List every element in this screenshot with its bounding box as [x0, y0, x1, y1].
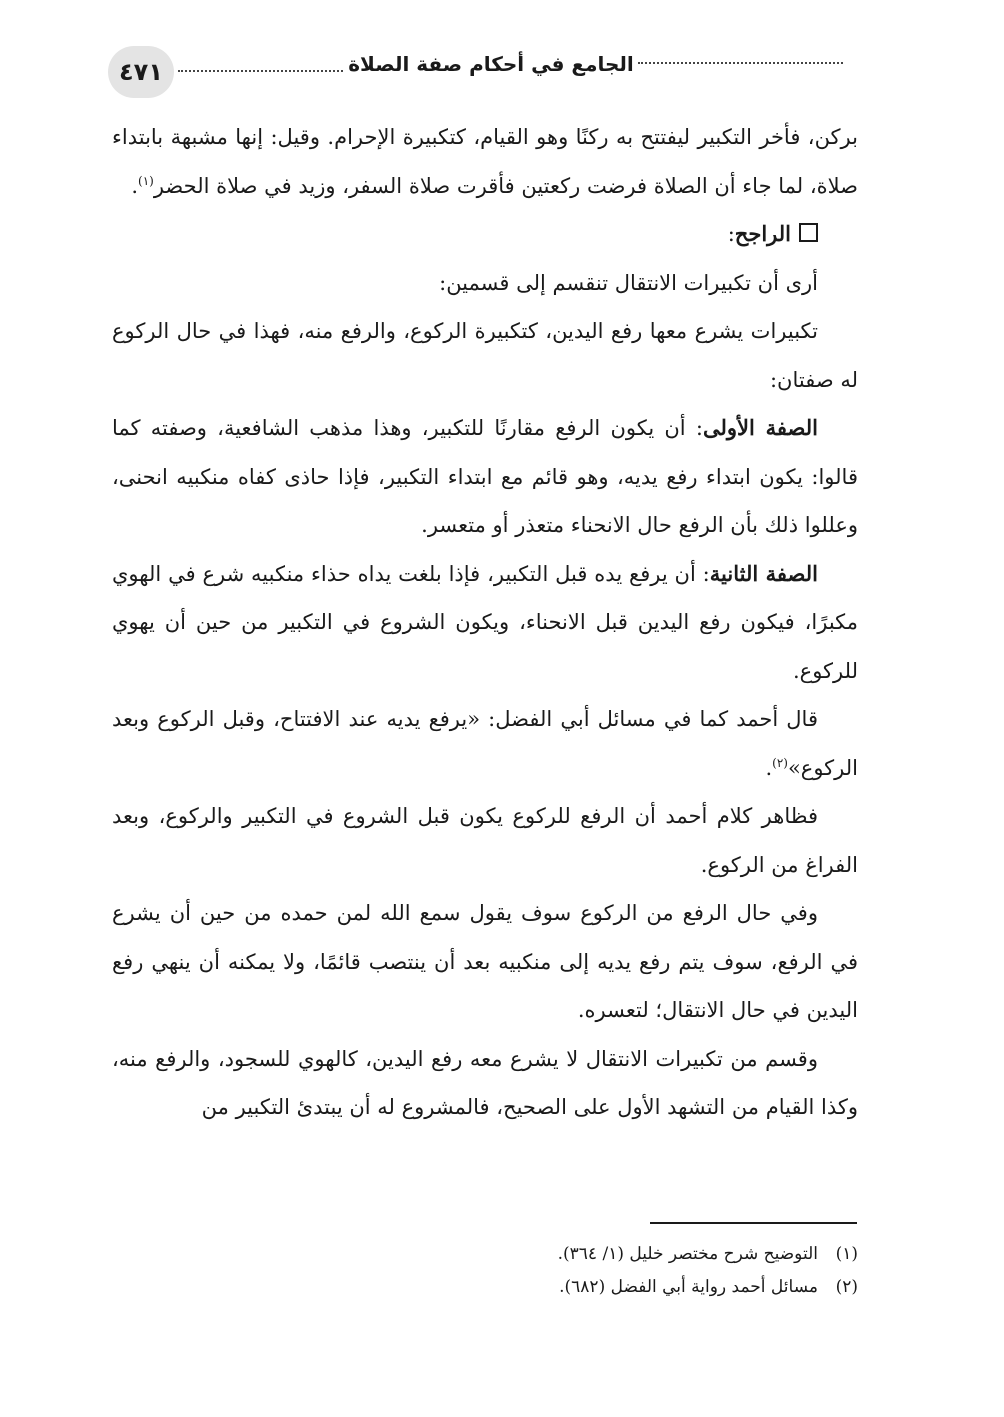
running-title: الجامع في أحكام صفة الصلاة [348, 52, 634, 76]
footnote-1-text: التوضيح شرح مختصر خليل (١/ ٣٦٤). [557, 1244, 818, 1264]
header-dotted-rule-right [638, 62, 843, 64]
page-header [108, 42, 858, 98]
main-text [112, 113, 858, 1132]
footnote-divider [650, 1222, 857, 1224]
header-dotted-rule-left [178, 70, 343, 72]
paragraph-3: تكبيرات يشرع معها رفع اليدين، كتكبيرة الركوع، والرفع منه، فهذا في حال الركوع له صفتان: [112, 319, 858, 392]
section-heading-colon: : [727, 222, 735, 246]
section-heading [112, 210, 858, 259]
footnote-1 [300, 1238, 858, 1271]
first-description-label: الصفة الأولى [702, 415, 818, 440]
paragraph-1-end: . [131, 173, 139, 198]
checkbox-square-icon [799, 223, 818, 242]
paragraph-7: فظاهر كلام أحمد أن الرفع للركوع يكون قبل الشروع في التكبير والركوع، وبعد الفراغ من الركوع. [112, 804, 858, 877]
section-heading-text: الراجح [734, 221, 791, 246]
paragraph-6-end: . [765, 755, 773, 780]
paragraph-6 [112, 695, 858, 792]
footnotes [300, 1238, 858, 1304]
paragraph-1 [112, 113, 858, 210]
footnote-ref-1: (١) [138, 173, 154, 188]
paragraph-8: وفي حال الرفع من الركوع سوف يقول سمع الله لمن حمده من حين أن يشرع في الرفع، سوف يتم رفع يديه إلى منكبيه بعد أن ينتصب قائمًا، ولا يمكنه أن ينهي رفع اليدين في حال الانتقال؛ لتعسره. [112, 901, 858, 1022]
footnote-ref-2: (٢) [772, 755, 788, 770]
page-number: ٤٧١ [108, 46, 174, 98]
footnote-1-number: (١) [835, 1244, 858, 1264]
footnote-2-text: مسائل أحمد رواية أبي الفضل (٦٨٢). [559, 1277, 818, 1297]
first-description-text: : أن يكون الرفع مقارنًا للتكبير، وهذا مذهب الشافعية، وصفته كما قالوا: يكون ابتداء رفع يديه، وهو قائم مع ابتداء التكبير، فإذا حاذى كفاه منكبيه انحنى، وعللوا ذلك بأن الرفع حال الانحناء متعذر أو متعسر. [112, 416, 858, 537]
paragraph-4 [112, 404, 858, 550]
second-description-label: الصفة الثانية [709, 560, 819, 586]
paragraph-6-text: قال أحمد كما في مسائل أبي الفضل: «يرفع يديه عند الافتتاح، وقبل الركوع وبعد الركوع» [112, 707, 858, 780]
paragraph-2: أرى أن تكبيرات الانتقال تنقسم إلى قسمين: [439, 270, 818, 295]
footnote-2-number: (٢) [835, 1277, 858, 1297]
paragraph-1-text: بركن، فأخر التكبير ليفتتح به ركنًا وهو القيام، كتكبيرة الإحرام. وقيل: إنها مشبهة بابتداء صلاة، لما جاء أن الصلاة فرضت ركعتين فأقرت صلاة السفر، وزيد في صلاة الحضر [112, 125, 858, 198]
paragraph-5 [112, 550, 858, 696]
footnote-2 [300, 1271, 858, 1304]
paragraph-9: وقسم من تكبيرات الانتقال لا يشرع معه رفع اليدين، كالهوي للسجود، والرفع منه، وكذا القيام من التشهد الأول على الصحيح، فالمشروع له أن يبتدئ التكبير من [112, 1046, 858, 1119]
second-description-text: : أن يرفع يده قبل التكبير، فإذا بلغت يداه حذاء منكبيه شرع في الهوي مكبرًا، فيكون رفع اليدين قبل الانحناء، ويكون الشروع في التكبير من حين أن يهوي للركوع. [112, 561, 858, 683]
